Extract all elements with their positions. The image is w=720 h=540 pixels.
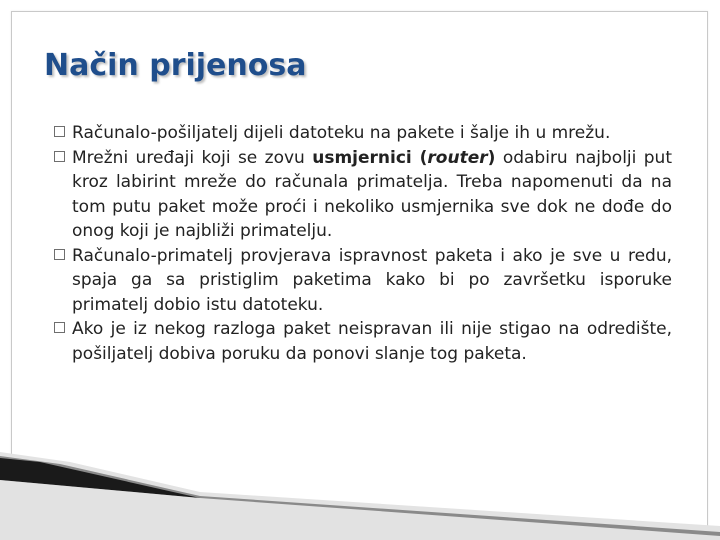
checkbox-bullet-icon <box>54 126 65 137</box>
bullet-item <box>72 244 672 318</box>
bullet-text: Računalo-primatelj provjerava ispravnost paketa i ako je sve u redu, spaja ga sa pristiglim paketima kako bi po završetku isporuke primatelj dobio istu datoteku. <box>72 245 672 315</box>
bullet-item <box>72 146 672 244</box>
bullet-text-after: odabiru najbolji put kroz labirint mreže do računala primatelja. Treba napomenuti da na tom putu paket može proći i nekoliko usmjernika sve dok ne dođe do onog koji je najbliži primatelju. <box>72 147 673 241</box>
bullet-emphasis-term: router <box>427 147 488 168</box>
checkbox-bullet-icon <box>54 151 65 162</box>
checkbox-bullet-icon <box>54 322 65 333</box>
slide-title: Način prijenosa <box>44 48 307 83</box>
bullet-paren-open: ( <box>411 147 428 168</box>
checkbox-bullet-icon <box>54 249 65 260</box>
bullet-text-before: Mrežni uređaji koji se zovu <box>72 147 313 168</box>
bullet-item <box>72 317 672 366</box>
decorative-swoosh <box>0 440 720 540</box>
bullet-paren-close: ) <box>487 147 496 168</box>
bullet-item <box>72 121 672 146</box>
bullet-text: Računalo-pošiljatelj dijeli datoteku na pakete i šalje ih u mrežu. <box>72 123 611 143</box>
bullet-strong-term: usmjernici <box>312 147 412 168</box>
bullet-list <box>72 121 672 366</box>
bullet-text: Ako je iz nekog razloga paket neispravan ili nije stigao na odredište, pošiljatelj dobiva poruku da ponovi slanje tog paketa. <box>72 319 672 364</box>
